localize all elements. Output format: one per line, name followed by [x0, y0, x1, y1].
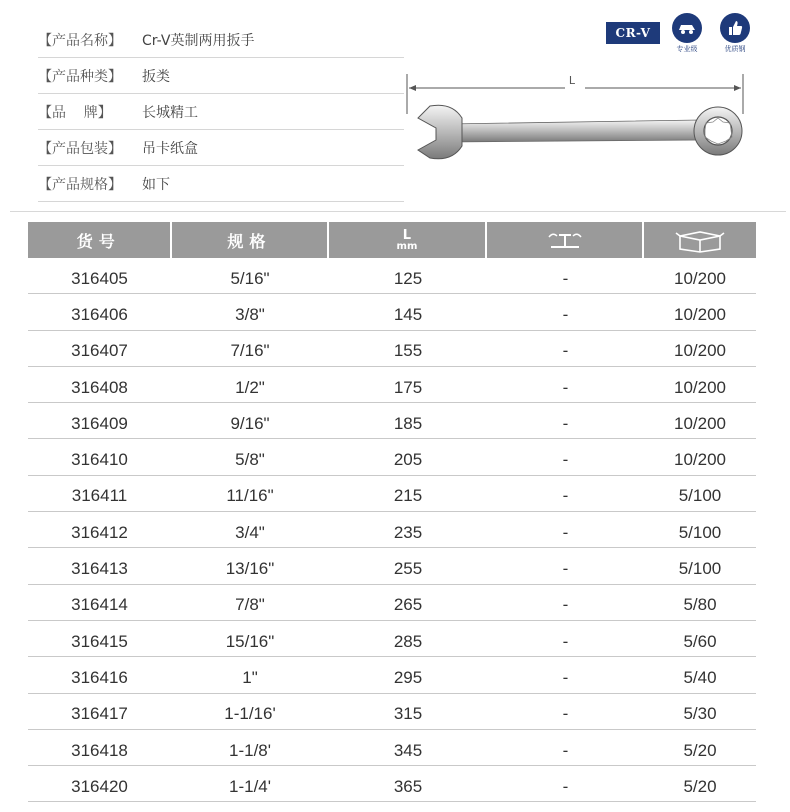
cell-torque: - [562, 595, 569, 615]
cell-torque: - [562, 704, 569, 724]
header-length-unit: mm [396, 240, 418, 252]
cell-torque: - [562, 377, 569, 397]
info-value: 长城精工 [142, 104, 198, 121]
table-row [28, 331, 756, 367]
cell-code: 316414 [71, 595, 128, 615]
info-value: Cr-V英制两用扳手 [142, 32, 255, 49]
info-row-spec [38, 166, 404, 202]
cell-code: 316418 [71, 740, 128, 760]
cell-length: 295 [393, 667, 423, 687]
cell-package: 5/100 [678, 559, 722, 579]
cell-torque: - [562, 522, 569, 542]
cell-length: 255 [393, 559, 423, 579]
cell-package: 5/20 [683, 740, 717, 760]
cell-package: 5/30 [683, 704, 717, 724]
crv-badge: CR-V [606, 22, 660, 44]
torque-icon [545, 229, 585, 251]
cell-code: 316416 [71, 667, 128, 687]
cell-package: 5/20 [683, 776, 717, 796]
table-row [28, 294, 756, 330]
cell-spec: 3/4" [235, 522, 265, 542]
cell-code: 316415 [71, 631, 128, 651]
badge-caption: 优质钢 [724, 44, 746, 53]
cell-package: 10/200 [674, 341, 726, 361]
table-row [28, 548, 756, 584]
car-icon [672, 13, 702, 43]
cell-torque: - [562, 450, 569, 470]
cell-length: 285 [393, 631, 423, 651]
cell-spec: 13/16" [225, 559, 275, 579]
cell-spec: 15/16" [225, 631, 275, 651]
cell-package: 10/200 [674, 304, 726, 324]
cell-code: 316405 [71, 268, 128, 288]
info-label: 【产品规格】 [38, 176, 122, 193]
header-length-symbol: L [402, 227, 412, 243]
table-header [28, 222, 756, 258]
table-row [28, 766, 756, 802]
table-row [28, 730, 756, 766]
dimension-label: L [568, 74, 576, 87]
info-label: 【产品包装】 [38, 140, 122, 157]
quality-badges [606, 12, 756, 54]
cell-code: 316410 [71, 450, 128, 470]
cell-length: 205 [393, 450, 423, 470]
cell-spec: 11/16" [226, 486, 274, 506]
table-body [28, 258, 756, 802]
table-row [28, 512, 756, 548]
table-row [28, 657, 756, 693]
cell-torque: - [562, 304, 569, 324]
table-row [28, 258, 756, 294]
info-label: 【品 牌】 [38, 104, 112, 121]
info-label: 【产品名称】 [38, 32, 122, 49]
cell-torque: - [562, 740, 569, 760]
table-row [28, 694, 756, 730]
box-icon [674, 227, 726, 253]
info-row-package [38, 130, 404, 166]
section-divider [10, 211, 786, 212]
cell-spec: 1/2" [235, 377, 265, 397]
thumbs-up-icon [720, 13, 750, 43]
cell-package: 10/200 [674, 377, 726, 397]
cell-torque: - [562, 268, 569, 288]
cell-code: 316413 [71, 559, 128, 579]
table-row [28, 621, 756, 657]
cell-length: 365 [393, 776, 423, 796]
cell-torque: - [562, 486, 569, 506]
cell-torque: - [562, 631, 569, 651]
cell-code: 316408 [71, 377, 128, 397]
quality-steel-badge [714, 12, 756, 54]
cell-spec: 5/8" [235, 450, 265, 470]
cell-length: 215 [393, 486, 423, 506]
cell-length: 345 [393, 740, 423, 760]
cell-spec: 1-1/4' [229, 776, 271, 796]
header-length [329, 222, 485, 258]
cell-package: 5/40 [683, 667, 717, 687]
table-row [28, 585, 756, 621]
cell-torque: - [562, 413, 569, 433]
info-value: 如下 [142, 176, 170, 193]
cell-spec: 7/8" [235, 595, 265, 615]
header-spec: 规格 [172, 222, 328, 258]
cell-torque: - [562, 667, 569, 687]
cell-package: 5/100 [678, 486, 722, 506]
cell-spec: 1-1/8' [229, 740, 271, 760]
cell-spec: 7/16" [230, 341, 270, 361]
cell-length: 315 [393, 704, 423, 724]
cell-package: 5/100 [678, 522, 722, 542]
cell-torque: - [562, 776, 569, 796]
table-row [28, 367, 756, 403]
cell-length: 235 [393, 522, 423, 542]
cell-torque: - [562, 559, 569, 579]
cell-length: 175 [393, 377, 423, 397]
info-row-type [38, 58, 404, 94]
info-label: 【产品种类】 [38, 68, 122, 85]
cell-length: 145 [393, 304, 423, 324]
cell-spec: 1-1/16' [224, 704, 276, 724]
wrench-diagram [400, 62, 750, 172]
wrench-illustration [400, 62, 750, 172]
cell-length: 185 [393, 413, 423, 433]
professional-badge [666, 12, 708, 54]
cell-length: 125 [393, 268, 423, 288]
cell-code: 316409 [71, 413, 128, 433]
cell-package: 10/200 [674, 413, 726, 433]
cell-spec: 1" [242, 667, 258, 687]
cell-code: 316420 [71, 776, 128, 796]
table-row [28, 476, 756, 512]
cell-package: 10/200 [674, 268, 726, 288]
info-row-name [38, 22, 404, 58]
cell-spec: 3/8" [235, 304, 265, 324]
cell-package: 10/200 [674, 450, 726, 470]
cell-code: 316412 [71, 522, 128, 542]
cell-length: 155 [393, 341, 423, 361]
product-info [38, 22, 404, 202]
cell-code: 316417 [71, 704, 128, 724]
cell-torque: - [562, 341, 569, 361]
header-code: 货号 [28, 222, 170, 258]
info-value: 吊卡纸盒 [142, 140, 198, 157]
table-row [28, 403, 756, 439]
cell-spec: 5/16" [230, 268, 270, 288]
cell-code: 316407 [71, 341, 128, 361]
badge-caption: 专业级 [676, 44, 698, 53]
cell-code: 316406 [71, 304, 128, 324]
cell-length: 265 [393, 595, 423, 615]
info-row-brand [38, 94, 404, 130]
info-value: 扳类 [142, 68, 170, 85]
table-row [28, 439, 756, 475]
cell-code: 316411 [71, 486, 128, 506]
spec-table [28, 222, 756, 802]
cell-package: 5/80 [683, 595, 717, 615]
header-package [644, 222, 756, 258]
header-torque [487, 222, 643, 258]
cell-spec: 9/16" [230, 413, 270, 433]
cell-package: 5/60 [683, 631, 717, 651]
